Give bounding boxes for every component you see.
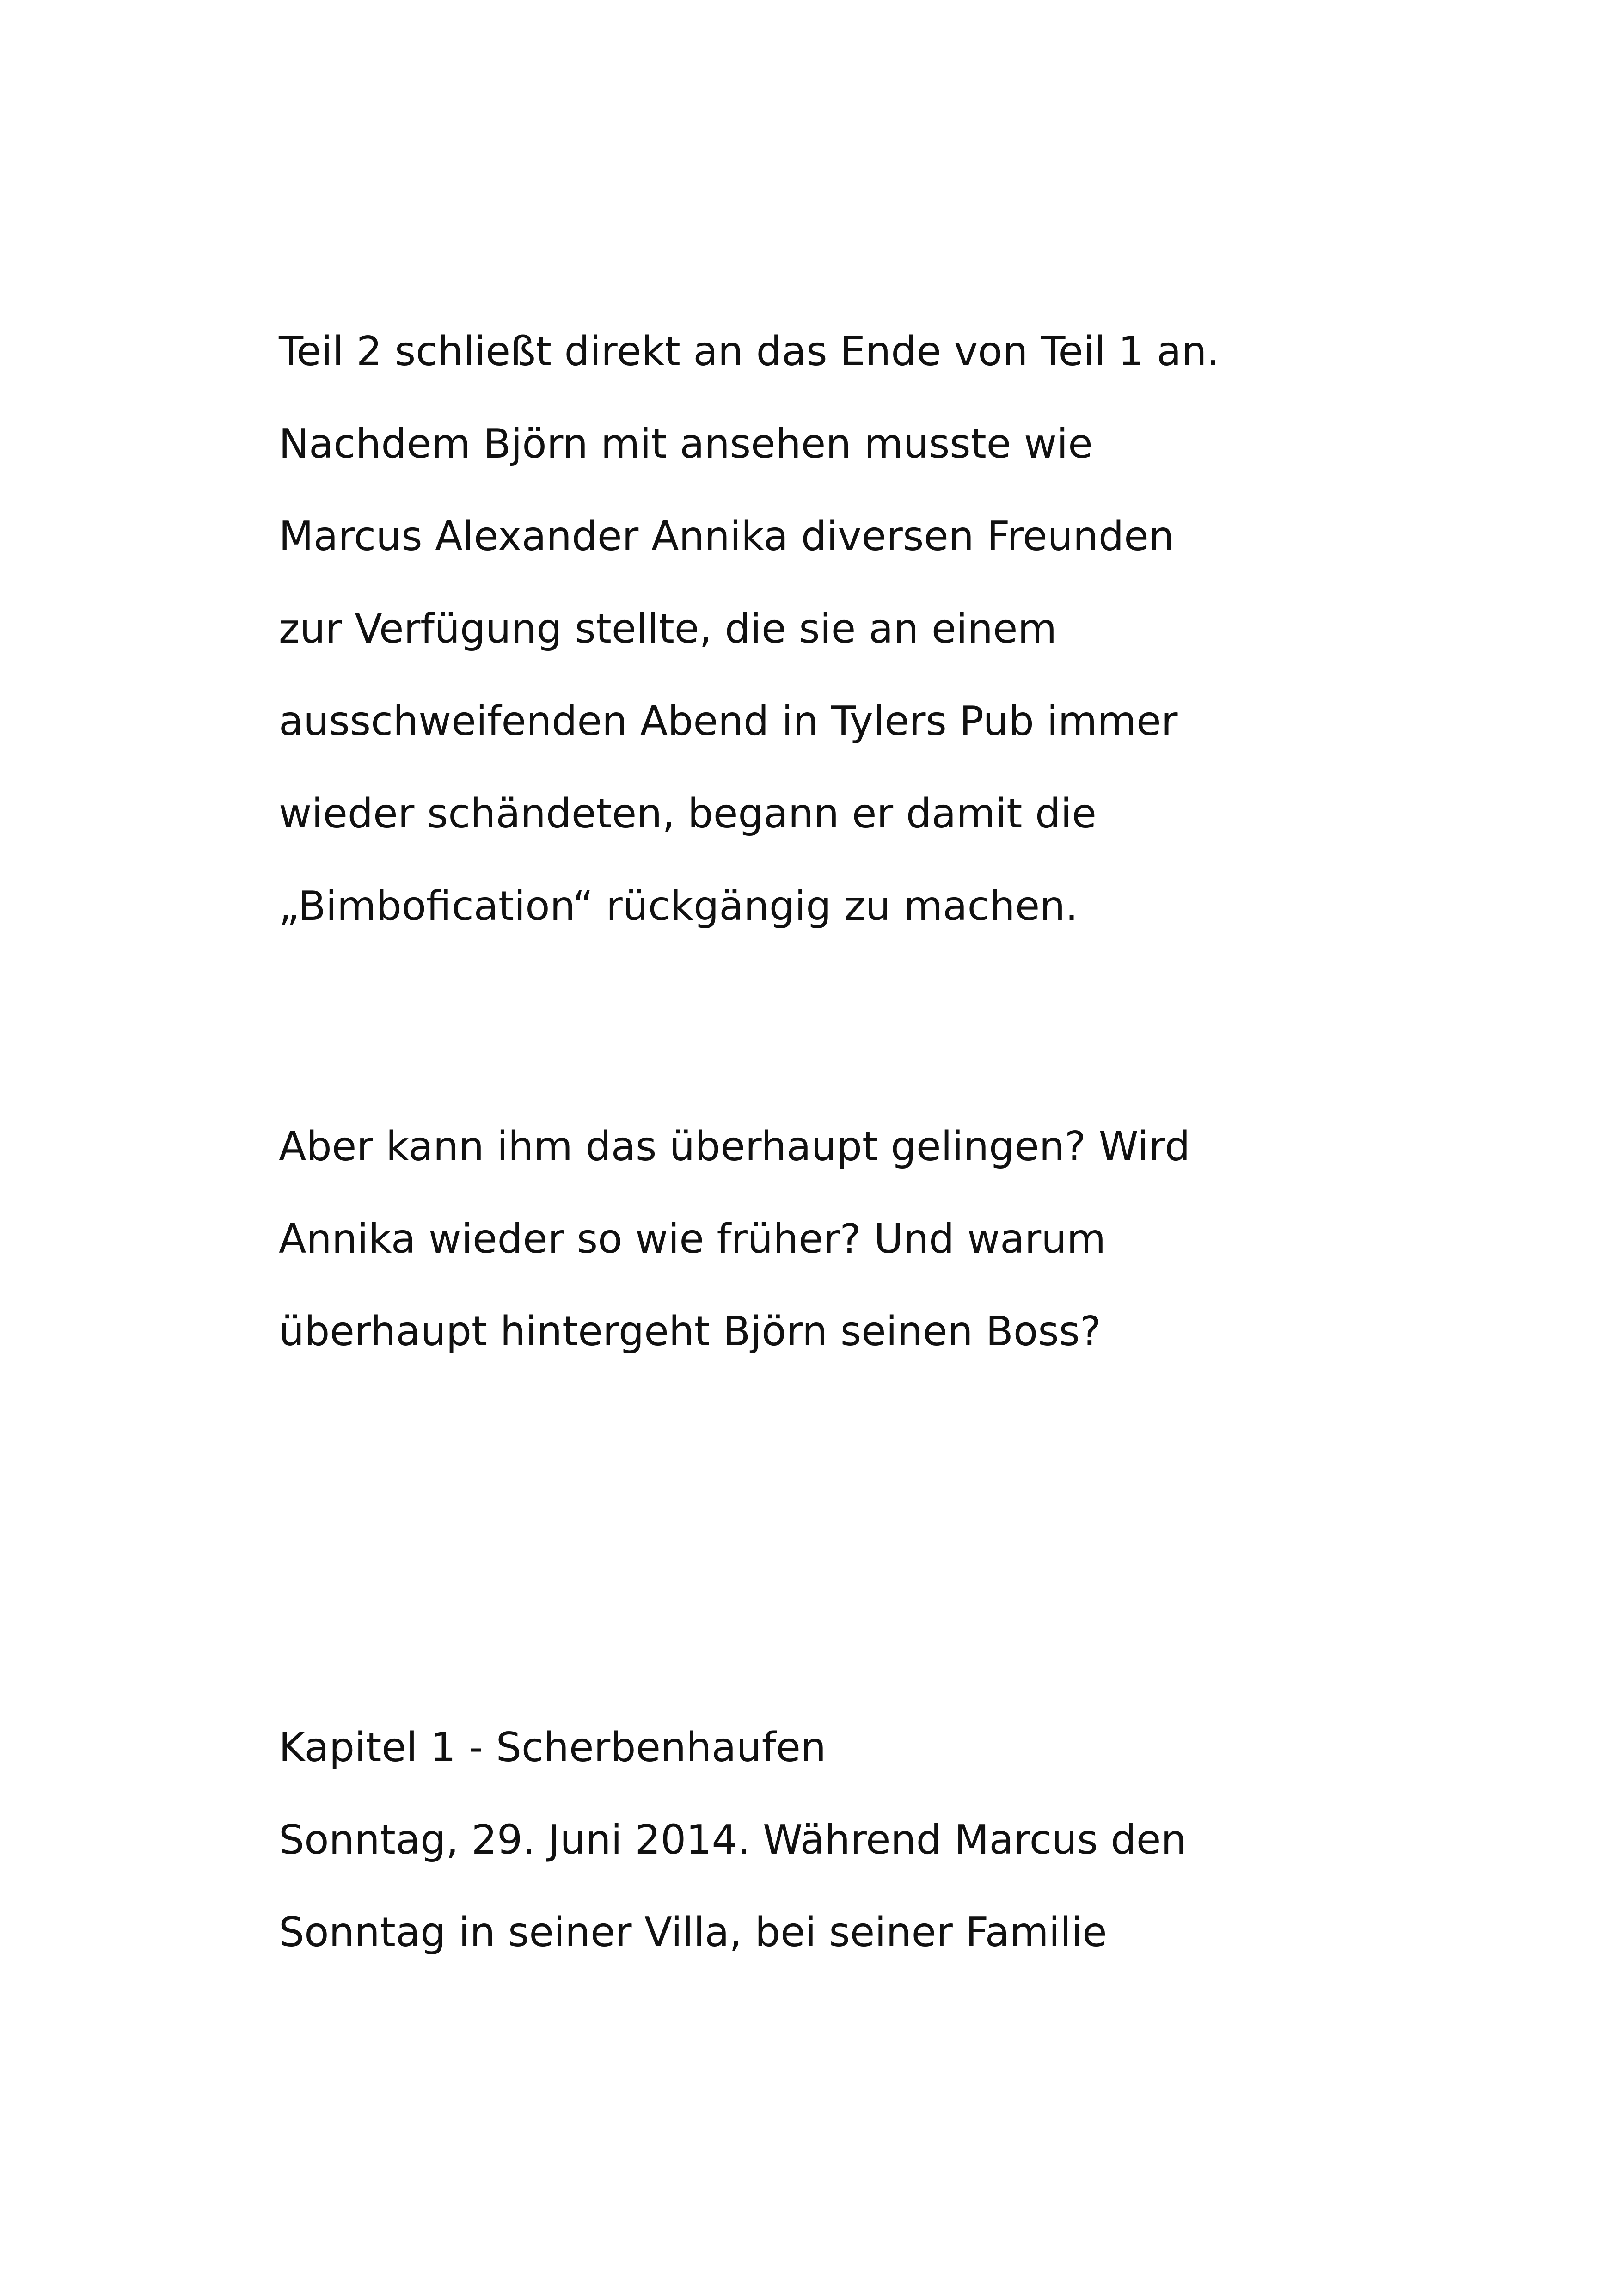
chapter-text-line: Sonntag in seiner Villa, bei seiner Familie	[279, 1909, 1107, 1956]
intro-line: Teil 2 schließt direkt an das Ende von Teil 1 an.	[279, 328, 1220, 375]
chapter-heading: Kapitel 1 - Scherbenhaufen	[279, 1724, 827, 1771]
question-line: Aber kann ihm das überhaupt gelingen? Wird	[279, 1123, 1190, 1170]
intro-line: ausschweifenden Abend in Tylers Pub immer	[279, 698, 1178, 745]
intro-line: Marcus Alexander Annika diversen Freunden	[279, 513, 1174, 560]
chapter-text-line: Sonntag, 29. Juni 2014. Während Marcus den	[279, 1816, 1187, 1863]
intro-line: wieder schändeten, begann er damit die	[279, 790, 1097, 837]
question-line: überhaupt hintergeht Björn seinen Boss?	[279, 1308, 1102, 1355]
intro-line: Nachdem Björn mit ansehen musste wie	[279, 420, 1093, 467]
intro-line: „Bimbofication“ rückgängig zu machen.	[279, 882, 1078, 930]
intro-line: zur Verfügung stellte, die sie an einem	[279, 605, 1057, 652]
question-line: Annika wieder so wie früher? Und warum	[279, 1215, 1106, 1262]
